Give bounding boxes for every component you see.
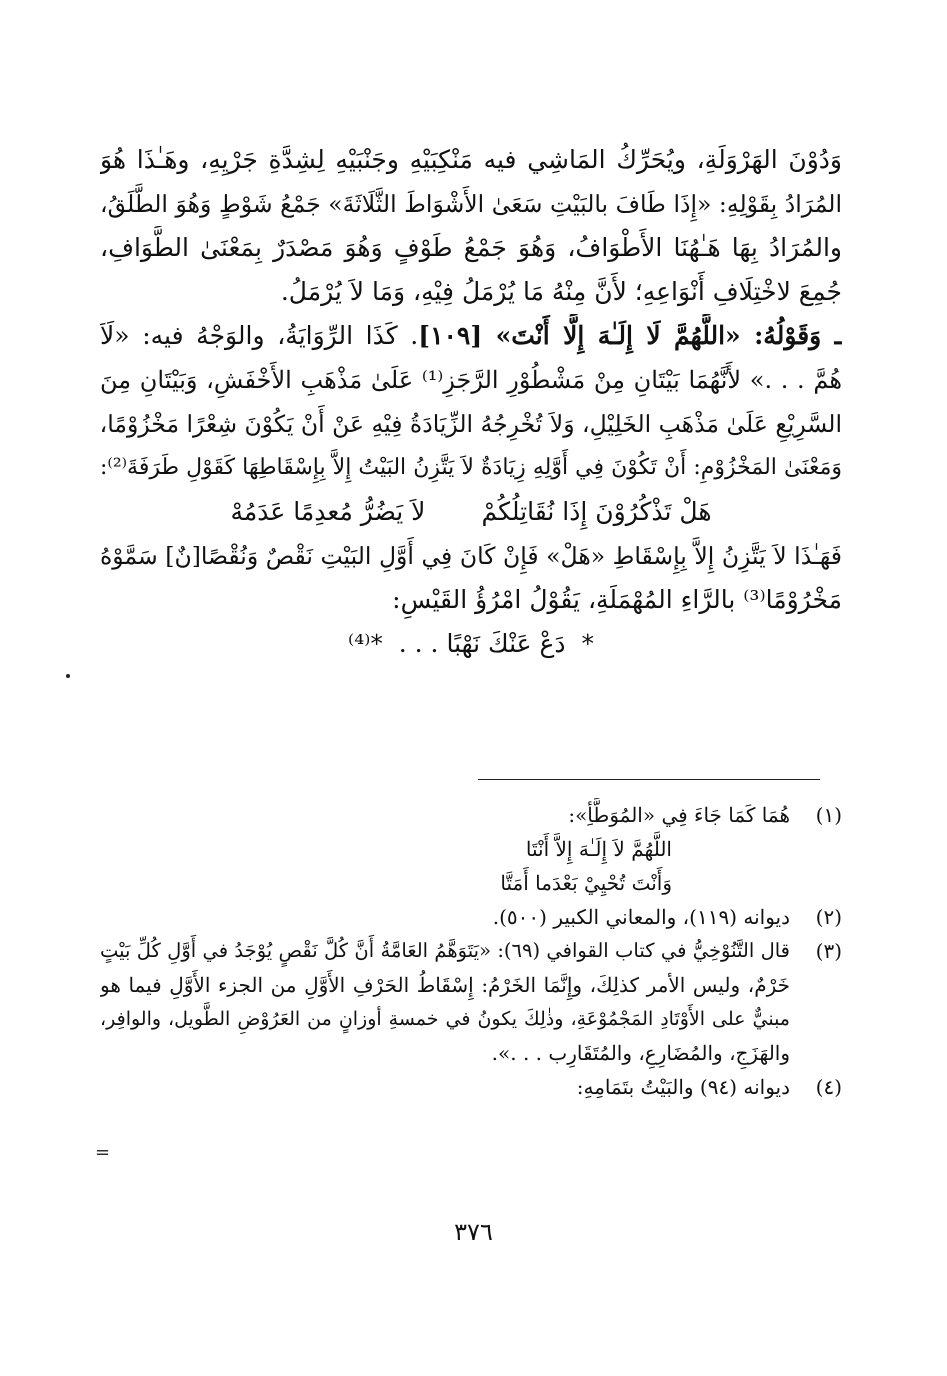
text-line: فَهَـٰذَا لاَ يَتَّزِنُ إِلاَّ بِإِسْقَاطِ «هَلْ» فَإِنْ كَانَ فِي أَوَّلِ البَيْتِ نَقْصٌ وَنُقْصًا[نٌ] سَمَّوْهُ (100, 542, 842, 570)
verse-star-icon: * (370, 629, 383, 658)
footnote-number: (٢) (815, 905, 842, 929)
footnote-ref: ⁽⁴⁾ (348, 629, 371, 658)
footnote-verse-line: وَأَنْتَ تُحْيِيْ بَعْدَما أَمَتَّا (500, 871, 672, 895)
text-line: وَمَعْنَىٰ المَخْزُوْمِ: أَنْ تَكُوْنَ فِي أَوَّلِهِ زِيَادَةٌ لاَ يَتَّزِنُ البَيْتُ إِلاَّ بِإِسْقَاطِهَا كَقَوْلِ طَرَفَةَ⁽²⁾: (100, 455, 842, 480)
footnote-line: ديوانه (١١٩)، والمعاني الكبير (٥٠٠). (492, 905, 790, 929)
stray-dot (66, 674, 70, 678)
footnote-4 (100, 1070, 842, 1104)
text-line: والمُرَادُ بِهَا هَـٰهُنَا الأَطْوَافُ، وَهُوَ جَمْعُ طَوْفٍ وَهُوَ مَصْدَرٌ بِمَعْنَىٰ الطَّوَافِ، (100, 233, 842, 262)
text-line: السَّرِيْعِ عَلَىٰ مَذْهَبِ الخَلِيْلِ، وَلاَ تُخْرِجُهُ الزِّيَادَةُ فِيْهِ عَنْ أَنْ يَكُوْنَ شِعْرًا مَخْزُوْمًا، (100, 410, 842, 438)
page-number: ٣٧٦ (454, 1218, 493, 1246)
footnote-3 (100, 934, 842, 1070)
text-line: هُمَّ . . .» لأَنَّهُمَا بَيْتَانِ مِنْ مَشْطُوْرِ الرَّجَزِ⁽¹⁾ عَلَىٰ مَذْهَبِ الأَخْفَشِ، وَبَيْتَانِ مِنَ (100, 366, 842, 394)
footnote-separator (478, 779, 820, 780)
verse-star-icon: * (581, 629, 594, 658)
verse-fragment: دَعْ عَنْكَ نَهْبًا . . . (398, 629, 566, 658)
footnote-line: ديوانه (٩٤) والبَيْتُ بتَمَامِهِ: (576, 1075, 790, 1099)
footnote-1 (100, 798, 842, 900)
footnote-line: قال التَّنُوْخِيُّ في كتاب القوافي (٦٩): «يَتَوَهَّمُ العَامَّةُ أَنَّ كُلَّ نَقْصٍ يُوْجَدُ في أَوَّلِ كُلِّ بَيْتٍ (100, 939, 790, 962)
footnote-number: (٤) (815, 1075, 842, 1099)
main-text (100, 138, 842, 666)
verse-hemistich-2: لاَ يَضُرُّ مُعدِمًا عَدَمُهْ (230, 497, 426, 526)
footnote-number: (١) (815, 803, 842, 827)
paragraph-lead-line (100, 314, 842, 358)
text-line: وَدُوْنَ الهَرْوَلَةِ، ويُحَرِّكُ المَاشِي فيه مَنْكِبَيْهِ وجَنْبَيْهِ لِشِدَّةِ جَرْيِهِ، وهَـٰذَا هُوَ (100, 145, 842, 174)
verse-imru-al-qays (100, 622, 842, 666)
footnote-2 (100, 900, 842, 934)
footnote-line: هُمَا كَمَا جَاءَ فِي «المُوَطَّأِ»: (568, 803, 790, 827)
quoted-hadith-lead: ـ وَقَوْلُهُ: «اللَّهُمَّ لَا إِلَـٰهَ إِلَّا أَنْتَ» [١٠٩] (418, 321, 842, 350)
verse-tarafa (100, 490, 842, 534)
footnote-line: مبنيٌّ على الأَوْتَادِ المَجْمُوْعَةِ، وذٰلِكَ يكونُ في خمسةِ أوزانٍ من العَرُوْضِ الطَّويل، والوافِر، (100, 1008, 790, 1030)
verse-hemistich-1: هَلْ تَذْكُرُوْنَ إِذَا نُقَاتِلُكُمْ (481, 497, 712, 526)
lead-line-rest: . كَذَا الرِّوَايَةُ، والوَجْهُ فيه: «لَاَ (100, 321, 419, 350)
footnote-line: خَرْمٌ، وليس الأمر كذلِكَ، وإِنَّمَا الخَرْمُ: إِسْقَاطُ الحَرْفِ الأَوَّلِ من الجزء الأَوَّلِ فيما هو (100, 973, 790, 997)
footnotes (100, 798, 842, 1104)
footnote-verse-line: اللَّهُمَّ لاَ إِلَـٰهَ إِلاَّ أَنْتَا (525, 837, 672, 861)
text-line: جُمِعَ لاخْتِلَافِ أَنْوَاعِهِ؛ لأَنَّ مِنْهُ مَا يُرْمَلُ فِيْهِ، وَمَا لاَ يُرْمَلُ. (280, 277, 842, 306)
footnote-line: والهَزَجِ، والمُضَارِعِ، والمُتَقَارِب . . .». (491, 1041, 790, 1065)
footnote-number: (٣) (815, 939, 842, 963)
text-line: مَخْرُوْمًا⁽³⁾ بالرَّاءِ المُهْمَلَةِ، يَقُوْلُ امْرُؤُ القَيْسِ: (392, 585, 842, 614)
continuation-mark: = (95, 1142, 111, 1163)
text-line: المُرَادُ بِقَوْلِهِ: «إِذَا طَافَ بالبَيْتِ سَعَىٰ الأَشْوَاطَ الثَّلَاثَةَ» جَمْعُ شَوْطٍ وَهُوَ الطَّلَقُ، (100, 190, 842, 218)
